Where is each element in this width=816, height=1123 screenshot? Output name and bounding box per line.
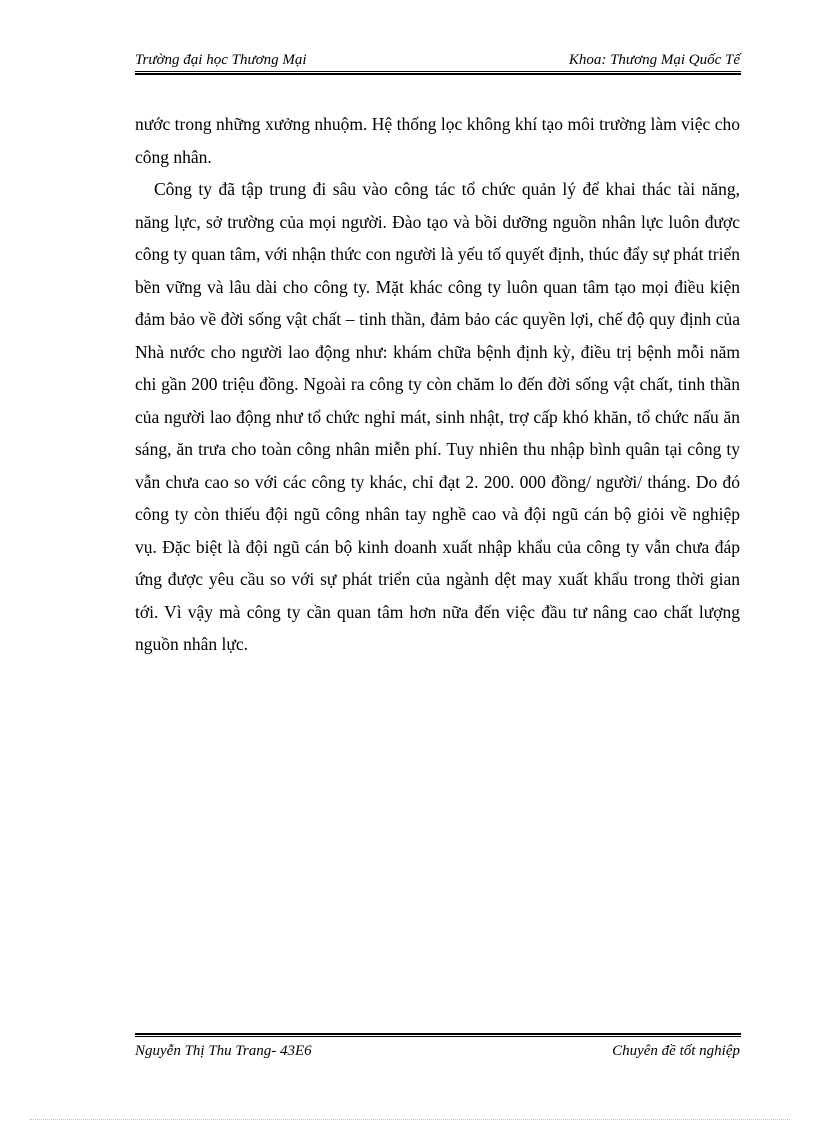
paragraph-human-resources: Công ty đã tập trung đi sâu vào công tác tổ chức quản lý để khai thác tài năng, năng lực, sở trường của mọi người. Đào tạo và bồi dưỡng nguồn nhân lực luôn được công ty quan tâm, với nhận thức con người là yếu tố quyết định, thúc đẩy sự phát triển bền vững và lâu dài cho công ty. Mặt khác công ty luôn quan tâm tạo mọi điều kiện đảm bảo về đời sống vật chất – tinh thần, đảm bảo các quyền lợi, chế độ quy định của Nhà nước cho người lao động như: khám chữa bệnh định kỳ, điều trị bệnh mỗi năm chi gần 200 triệu đồng. Ngoài ra công ty còn chăm lo đến đời sống vật chất, tinh thần của người lao động như tổ chức nghỉ mát, sinh nhật, trợ cấp khó khăn, tổ chức nấu ăn sáng, ăn trưa cho toàn công nhân miễn phí. Tuy nhiên thu nhập bình quân tại công ty vẫn chưa cao so với các công ty khác, chỉ đạt 2. 200. 000 đồng/ người/ tháng. Do đó công ty còn thiếu đội ngũ công nhân tay nghề cao và đội ngũ cán bộ giỏi về nghiệp vụ. Đặc biệt là đội ngũ cán bộ kinh doanh xuất nhập khẩu của công ty vẫn chưa đáp ứng được yêu cầu so với sự phát triển của ngành dệt may xuất khẩu trong thời gian tới. Vì vậy mà công ty cần quan tâm hơn nữa đến việc đầu tư nâng cao chất lượng nguồn nhân lực.: [135, 179, 740, 654]
header-school-name: Trường đại học Thương Mại: [135, 52, 307, 68]
page-footer: [135, 1041, 740, 1063]
footer-rule-thick: [135, 1033, 741, 1035]
header-rule: [135, 71, 741, 72]
header-rule-thick: [135, 73, 741, 75]
footer-rule: [135, 1036, 741, 1037]
page-header: [135, 50, 740, 72]
header-faculty-name: Khoa: Thương Mại Quốc Tế: [568, 52, 740, 68]
page-edge-divider: [30, 1119, 790, 1120]
footer-author: Nguyễn Thị Thu Trang- 43E6: [135, 1043, 312, 1059]
paragraph-continuation: nước trong những xưởng nhuộm. Hệ thống lọc không khí tạo môi trường làm việc cho công nhân.: [135, 114, 740, 167]
footer-document-type: Chuyên đề tốt nghiệp: [612, 1043, 740, 1059]
body-text: [135, 108, 740, 661]
